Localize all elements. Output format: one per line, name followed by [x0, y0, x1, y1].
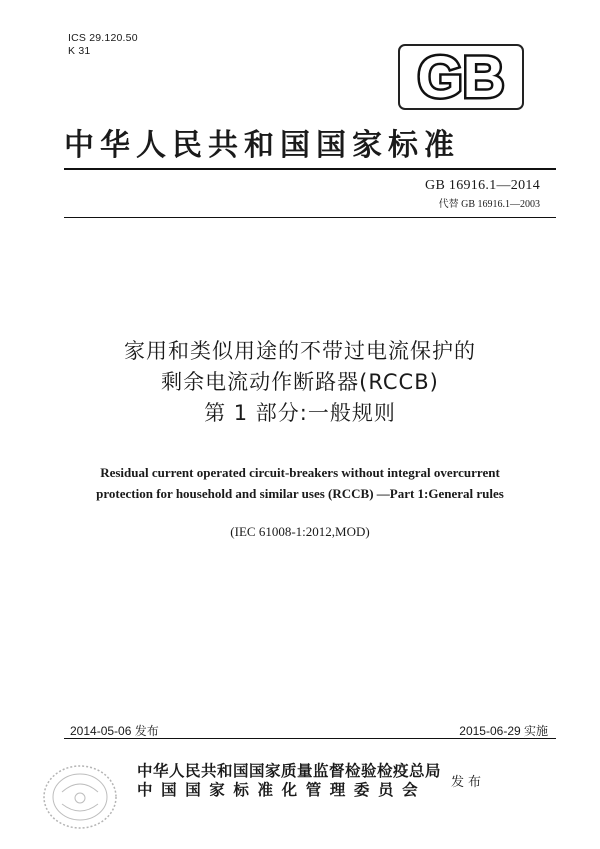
english-title — [0, 462, 600, 504]
chinese-title-line-1: 家用和类似用途的不带过电流保护的 — [124, 339, 476, 363]
replaces-standard: 代替 GB 16916.1—2003 — [438, 199, 540, 210]
gb-logo — [398, 44, 524, 110]
national-standard-title: 中华人民共和国国家标准 — [64, 128, 460, 163]
ics-code: ICS 29.120.50 — [68, 32, 138, 44]
issuer-sac: 中国国家标准化管理委员会 — [137, 781, 427, 799]
ccs-code: K 31 — [68, 45, 91, 57]
effective-date: 2015-06-29 实施 — [459, 724, 548, 738]
classification-codes — [68, 32, 138, 58]
publish-label: 发布 — [451, 775, 486, 790]
footer-rule — [64, 738, 556, 739]
english-title-line-1: Residual current operated circuit-breakers without integral overcurrent — [100, 465, 500, 480]
anti-counterfeit-seal — [40, 762, 120, 832]
issue-date: 2014-05-06 发布 — [70, 724, 159, 738]
standard-code: GB 16916.1—2014 — [425, 178, 540, 193]
chinese-title — [0, 336, 600, 429]
adoption-reference: (IEC 61008-1:2012,MOD) — [230, 524, 370, 539]
chinese-title-line-2: 剩余电流动作断路器(RCCB) — [161, 370, 439, 394]
standard-number-block — [425, 178, 540, 210]
header-rule — [64, 168, 556, 170]
gb-logo-text: GB — [417, 45, 505, 110]
chinese-title-line-3: 第 1 部分:一般规则 — [204, 401, 396, 425]
issuer-aqsiq: 中华人民共和国国家质量监督检验检疫总局 — [137, 762, 442, 780]
english-title-line-2: protection for household and similar uses (RCCB) —Part 1:General rules — [96, 486, 504, 501]
divider-rule — [64, 217, 556, 218]
issuing-authorities — [137, 762, 441, 800]
